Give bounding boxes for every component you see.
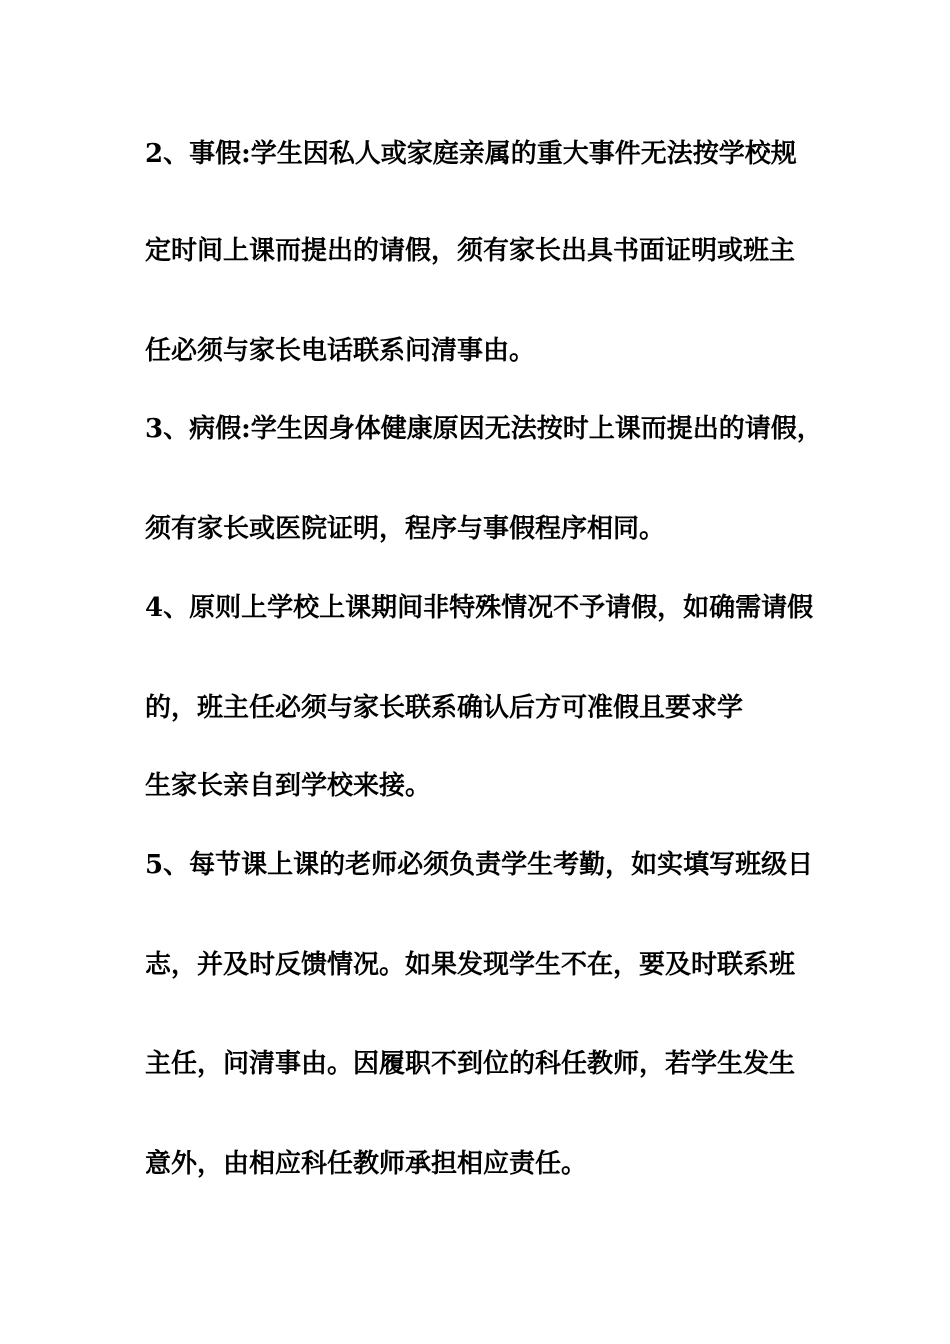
text-line: 意外，由相应科任教师承担相应责任。 (145, 1149, 588, 1179)
text-line: 3、病假:学生因身体健康原因无法按时上课而提出的请假， (145, 414, 823, 444)
text-line: 2、事假:学生因私人或家庭亲属的重大事件无法按学校规 (145, 139, 797, 169)
text-line: 5、每节课上课的老师必须负责学生考勤，如实填写班级日 (145, 850, 814, 880)
text-line: 须有家长或医院证明，程序与事假程序相同。 (145, 514, 666, 544)
text-line: 的，班主任必须与家长联系确认后方可准假且要求学 (145, 693, 744, 723)
text-line: 志，并及时反馈情况。如果发现学生不在，要及时联系班 (145, 950, 796, 980)
text-line: 主任，问清事由。因履职不到位的科任教师，若学生发生 (145, 1049, 796, 1079)
text-line: 定时间上课而提出的请假，须有家长出具书面证明或班主 (145, 236, 796, 266)
text-line: 任必须与家长电话联系问清事由。 (145, 336, 536, 366)
text-line: 4、原则上学校上课期间非特殊情况不予请假，如确需请假 (145, 593, 814, 623)
text-line: 生家长亲自到学校来接。 (145, 771, 432, 801)
